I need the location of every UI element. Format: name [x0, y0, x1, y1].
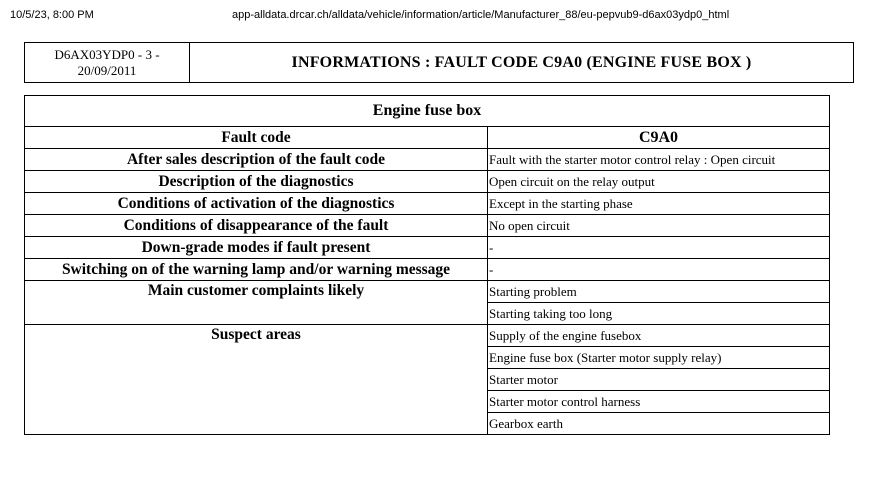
row-value: No open circuit	[488, 215, 830, 237]
complaints-row	[25, 281, 830, 303]
row-label: Down-grade modes if fault present	[25, 237, 488, 259]
fault-code-table	[24, 95, 830, 435]
table-section-row	[25, 96, 830, 127]
complaints-label: Main customer complaints likely	[25, 281, 488, 325]
row-value: Fault with the starter motor control relay : Open circuit	[488, 149, 830, 171]
table-row	[25, 259, 830, 281]
suspect-item: Starter motor control harness	[488, 391, 830, 413]
table-row	[25, 237, 830, 259]
print-url: app-alldata.drcar.ch/alldata/vehicle/information/article/Manufacturer_88/eu-pepvub9-d6ax03ydp0_html	[232, 9, 730, 21]
row-value: -	[488, 237, 830, 259]
row-label: Conditions of activation of the diagnostics	[25, 193, 488, 215]
table-row	[25, 171, 830, 193]
complaint-item: Starting problem	[488, 281, 830, 303]
fault-code-label: Fault code	[25, 127, 488, 149]
document-code: D6AX03YDP0 - 3 -	[54, 46, 160, 62]
table-row	[25, 193, 830, 215]
suspect-item: Starter motor	[488, 369, 830, 391]
document-title-box	[24, 42, 854, 83]
fault-code-row	[25, 127, 830, 149]
print-header	[0, 9, 871, 25]
row-value: -	[488, 259, 830, 281]
document-date: 20/09/2011	[77, 62, 137, 78]
row-label: Switching on of the warning lamp and/or warning message	[25, 259, 488, 281]
fault-code-value: C9A0	[488, 127, 830, 149]
row-label: After sales description of the fault code	[25, 149, 488, 171]
suspect-item: Gearbox earth	[488, 413, 830, 435]
suspect-areas-label: Suspect areas	[25, 325, 488, 435]
table-row	[25, 215, 830, 237]
section-title: Engine fuse box	[25, 96, 830, 127]
page-title: INFORMATIONS : FAULT CODE C9A0 (ENGINE FUSE BOX )	[190, 43, 854, 83]
complaint-item: Starting taking too long	[488, 303, 830, 325]
suspect-item: Engine fuse box (Starter motor supply relay)	[488, 347, 830, 369]
table-row	[25, 149, 830, 171]
row-label: Conditions of disappearance of the fault	[25, 215, 488, 237]
row-label: Description of the diagnostics	[25, 171, 488, 193]
suspect-row	[25, 325, 830, 347]
row-value: Open circuit on the relay output	[488, 171, 830, 193]
print-datetime: 10/5/23, 8:00 PM	[10, 9, 94, 21]
document-reference	[25, 43, 190, 83]
row-value: Except in the starting phase	[488, 193, 830, 215]
suspect-item: Supply of the engine fusebox	[488, 325, 830, 347]
